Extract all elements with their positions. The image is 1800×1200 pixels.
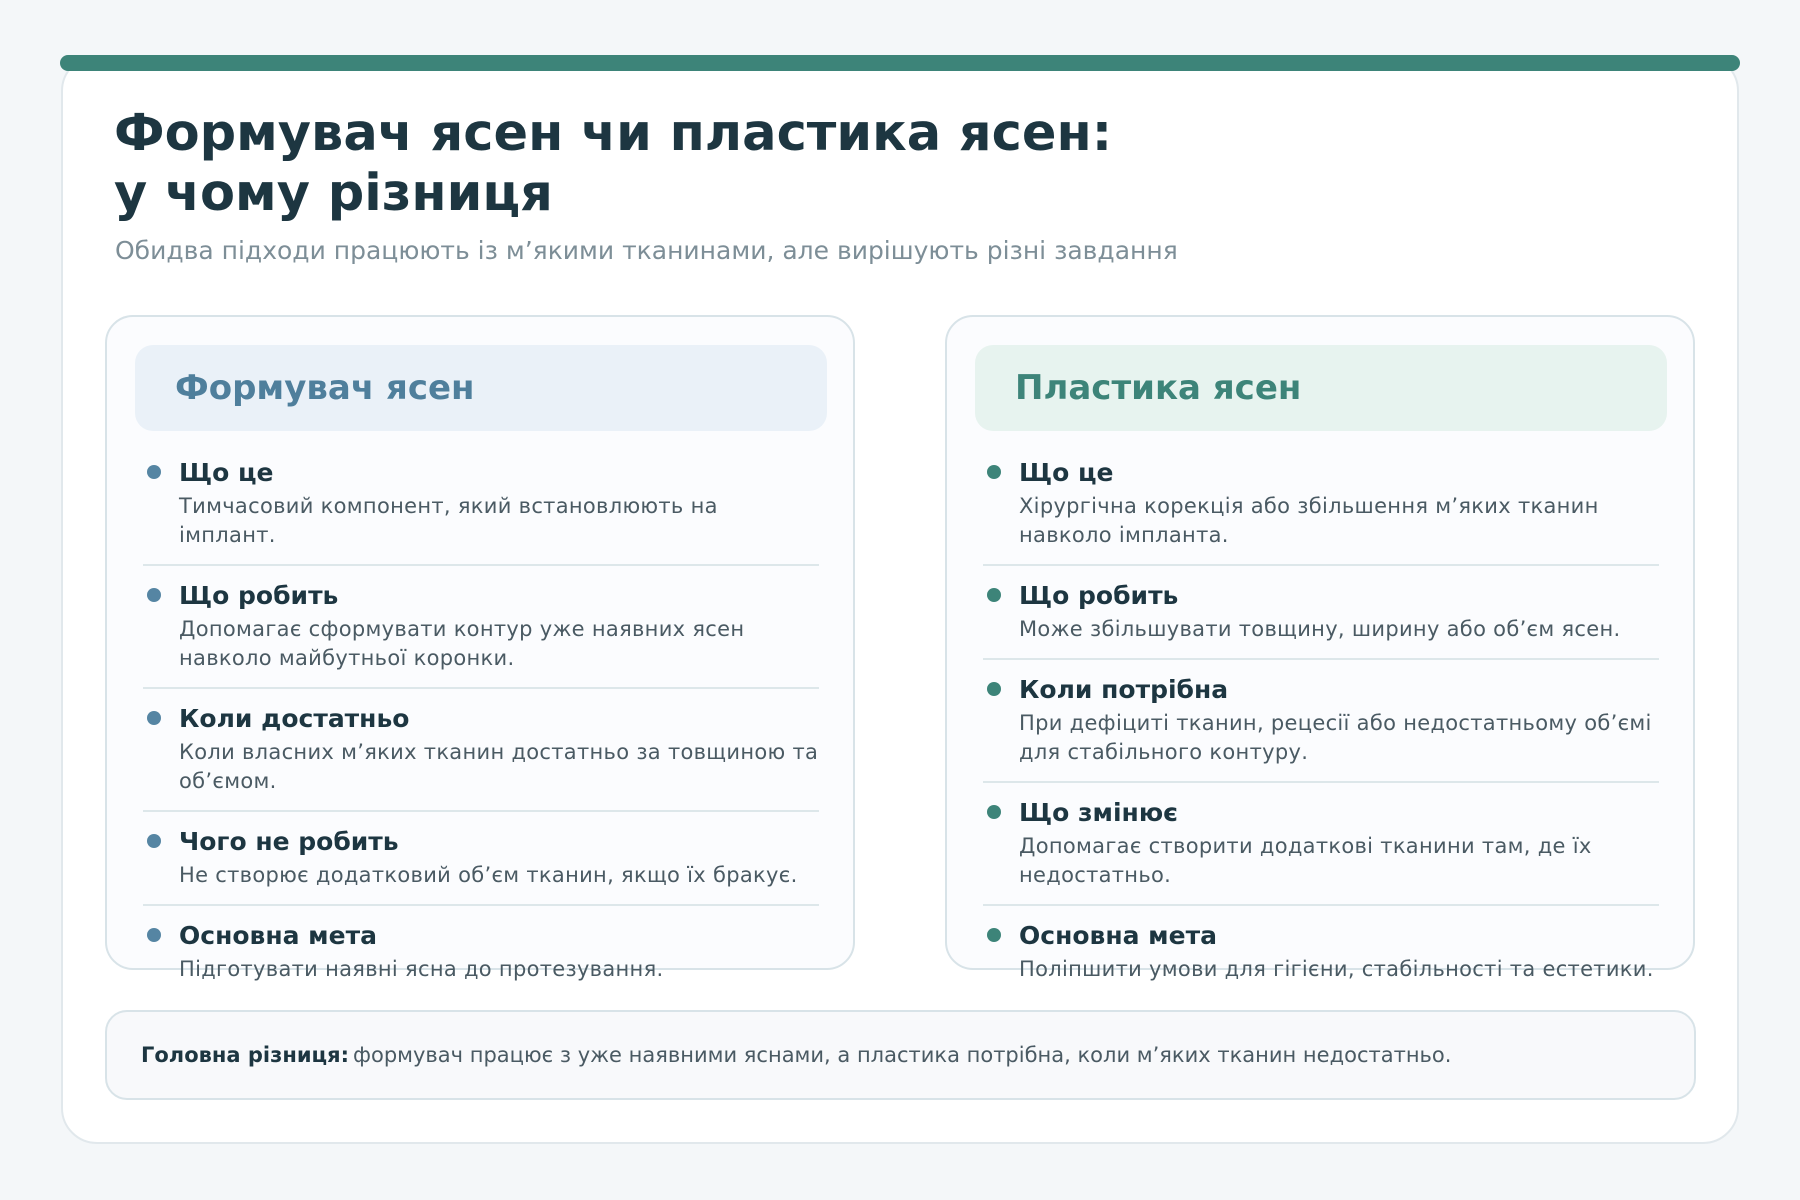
item-title: Що робить [1019, 581, 1179, 610]
item-title: Що змінює [1019, 798, 1178, 827]
gum-former-panel [105, 315, 855, 981]
key-difference-text: формувач працює з уже наявними яснами, а пластика потрібна, коли м’яких тканин недостатньо. [353, 1043, 1452, 1067]
item-text: Поліпшити умови для гігієни, стабільності та естетики. [1019, 957, 1654, 981]
bullet-icon [987, 588, 1001, 602]
list-item [143, 920, 819, 998]
gum-grafting-title: Пластика ясен [975, 345, 1667, 431]
accent-bar [60, 55, 1740, 71]
bullet-icon [147, 834, 161, 848]
item-title: Що робить [179, 581, 339, 610]
bullet-icon [147, 588, 161, 602]
item-text: При дефіциті тканин, рецесії або недостатньому об’ємі для стабільного контуру. [1019, 711, 1652, 764]
list-item [143, 457, 819, 566]
key-difference-label: Головна різниця: [141, 1043, 350, 1067]
item-title: Чого не робить [179, 827, 399, 856]
page-title [114, 104, 1514, 224]
page-subtitle: Обидва підходи працюють із м’якими тканинами, але вирішують різні завдання [115, 236, 1178, 265]
bullet-icon [987, 465, 1001, 479]
item-title: Основна мета [1019, 921, 1217, 950]
key-difference-note [105, 1010, 1696, 1100]
bullet-icon [987, 682, 1001, 696]
bullet-icon [987, 805, 1001, 819]
item-title: Що це [179, 458, 274, 487]
bullet-icon [987, 928, 1001, 942]
gum-former-list [143, 457, 819, 1012]
list-item [983, 580, 1659, 660]
page-title-line-1: Формувач ясен чи пластика ясен: [114, 104, 1113, 163]
list-item [143, 826, 819, 906]
item-text: Не створює додатковий об’єм тканин, якщо їх бракує. [179, 863, 798, 887]
item-text: Тимчасовий компонент, який встановлюють на імплант. [179, 494, 718, 547]
item-title: Коли потрібна [1019, 675, 1229, 704]
bullet-icon [147, 465, 161, 479]
item-text: Може збільшувати товщину, ширину або об’єм ясен. [1019, 617, 1621, 641]
item-text: Коли власних м’яких тканин достатньо за товщиною та об’ємом. [179, 740, 819, 793]
list-item [983, 457, 1659, 566]
gum-grafting-list [983, 457, 1659, 1012]
item-title: Основна мета [179, 921, 377, 950]
item-text: Хірургічна корекція або збільшення м’яких тканин навколо імпланта. [1019, 494, 1599, 547]
bullet-icon [147, 928, 161, 942]
gum-former-title: Формувач ясен [135, 345, 827, 431]
item-text: Допомагає створити додаткові тканини там, де їх недостатньо. [1019, 834, 1592, 887]
list-item [983, 674, 1659, 783]
item-title: Коли достатньо [179, 704, 410, 733]
list-item [983, 920, 1659, 998]
list-item [143, 703, 819, 812]
list-item [983, 797, 1659, 906]
list-item [143, 580, 819, 689]
item-text: Підготувати наявні ясна до протезування. [179, 957, 664, 981]
bullet-icon [147, 711, 161, 725]
item-text: Допомагає сформувати контур уже наявних ясен навколо майбутньої коронки. [179, 617, 745, 670]
page-title-line-2: у чому різниця [114, 164, 553, 223]
gum-grafting-panel [945, 315, 1695, 981]
item-title: Що це [1019, 458, 1114, 487]
